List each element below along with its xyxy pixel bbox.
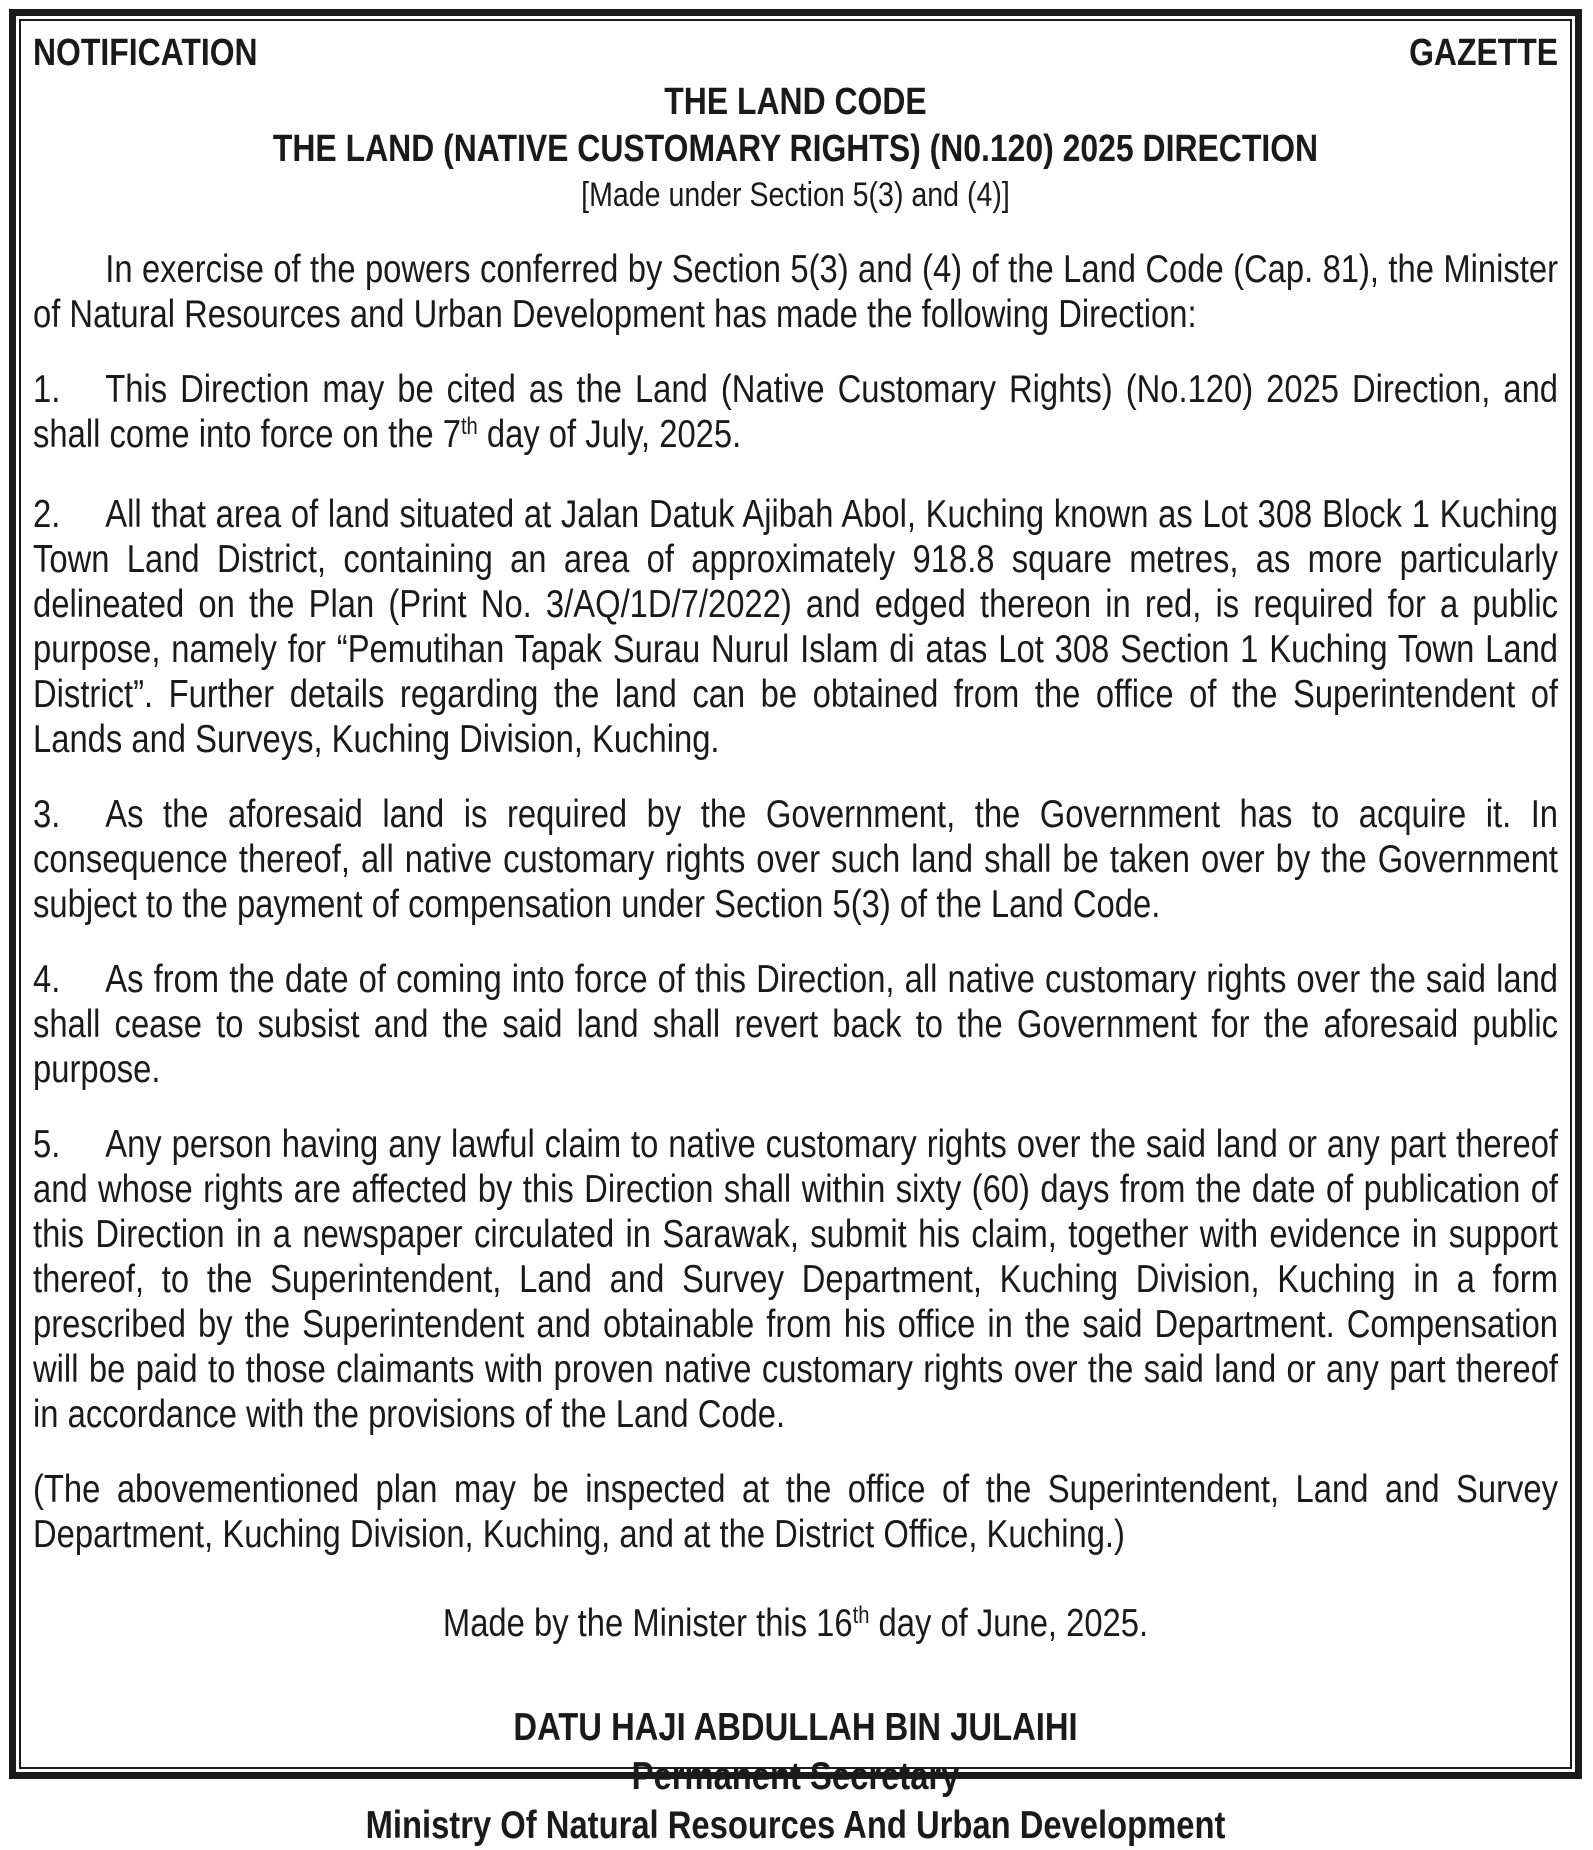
clause-1-ordinal-suffix: th [460,413,478,440]
clause-5-text: Any person having any lawful claim to native customary rights over the said land or any part thereof and whose rights are affected by this Direction shall within sixty (60) days from the date of publication of this Direction in a newspaper circulated in Sarawak, submit his claim, together with evidence in support thereof, to the Superintendent, Land and Survey Department, Kuching Division, Kuching in a form prescribed by the Superintendent and obtainable from his office in the said Department. Compensation will be paid to those claimants with proven native customary rights over the said land or any part thereof in accordance with the provisions of the Land Code. [33,1123,1559,1436]
clause-4-number: 4. [33,958,61,1001]
clause-1-text-pre: This Direction may be cited as the Land (Native Customary Rights) (No.120) 2025 Direction, and shall come into force on the 7 [33,368,1559,456]
clause-4-text: As from the date of coming into force of this Direction, all native customary rights over the said land shall cease to subsist and the said land shall revert back to the Government for the aforesaid public purpose. [33,958,1559,1091]
title-land-code: THE LAND CODE [664,81,927,123]
title-made-under: [Made under Section 5(3) and (4)] [581,176,1010,214]
clause-1 [33,367,1558,462]
clause-5-number: 5. [33,1123,61,1166]
plan-inspection-note: (The abovementioned plan may be inspected at the office of the Superintendent, Land and Survey Department, Kuching Division, Kuching, and at the District Office, Kuching.) [33,1468,1559,1556]
clause-3 [33,792,1558,927]
document-content [21,21,1570,1847]
clause-2-number: 2. [33,493,61,536]
clause-5 [33,1122,1558,1437]
title-direction: THE LAND (NATIVE CUSTOMARY RIGHTS) (N0.120) 2025 DIRECTION [272,128,1319,170]
made-by-ordinal-suffix: th [852,1602,870,1629]
clause-2 [33,492,1558,762]
gazette-label: GAZETTE [1409,32,1559,74]
made-by-text-pre: Made by the Minister this 16 [442,1602,853,1645]
clause-3-text: As the aforesaid land is required by the Government, the Government has to acquire it. In consequence thereof, all native customary rights over such land shall be taken over by the Government subject to the payment of compensation under Section 5(3) of the Land Code. [33,793,1559,926]
outer-border [9,9,1582,1847]
clause-2-text: All that area of land situated at Jalan Datuk Ajibah Abol, Kuching known as Lot 308 Block 1 Kuching Town Land District, containing an area of approximately 918.8 square metres, as more particularly delineated on the Plan (Print No. 3/AQ/1D/7/2022) and edged thereon in red, is required for a public purpose, namely for “Pemutihan Tapak Surau Nurul Islam di atas Lot 308 Section 1 Kuching Town Land District”. Further details regarding the land can be obtained from the office of the Superintendent of Lands and Surveys, Kuching Division, Kuching. [33,493,1559,761]
inner-border [19,19,1572,1847]
notification-label: NOTIFICATION [33,32,258,74]
header-row [33,31,1558,75]
clause-1-text-post: day of July, 2025. [477,413,742,456]
signatory-ministry: Ministry Of Natural Resources And Urban Development [365,1804,1226,1847]
made-by-line [33,1601,1558,1651]
made-by-text-post: day of June, 2025. [869,1602,1149,1645]
title-block [33,79,1558,217]
clause-1-number: 1. [33,368,61,411]
signature-block [33,1703,1558,1850]
intro-paragraph: In exercise of the powers conferred by Section 5(3) and (4) of the Land Code (Cap. 81), the Minister of Natural Resources and Urban Development has made the following Direction: [33,248,1559,336]
clause-4 [33,957,1558,1092]
signatory-role: Permanent Secretary [631,1755,960,1798]
signatory-name: DATU HAJI ABDULLAH BIN JULAIHI [513,1706,1078,1749]
clause-3-number: 3. [33,793,61,836]
